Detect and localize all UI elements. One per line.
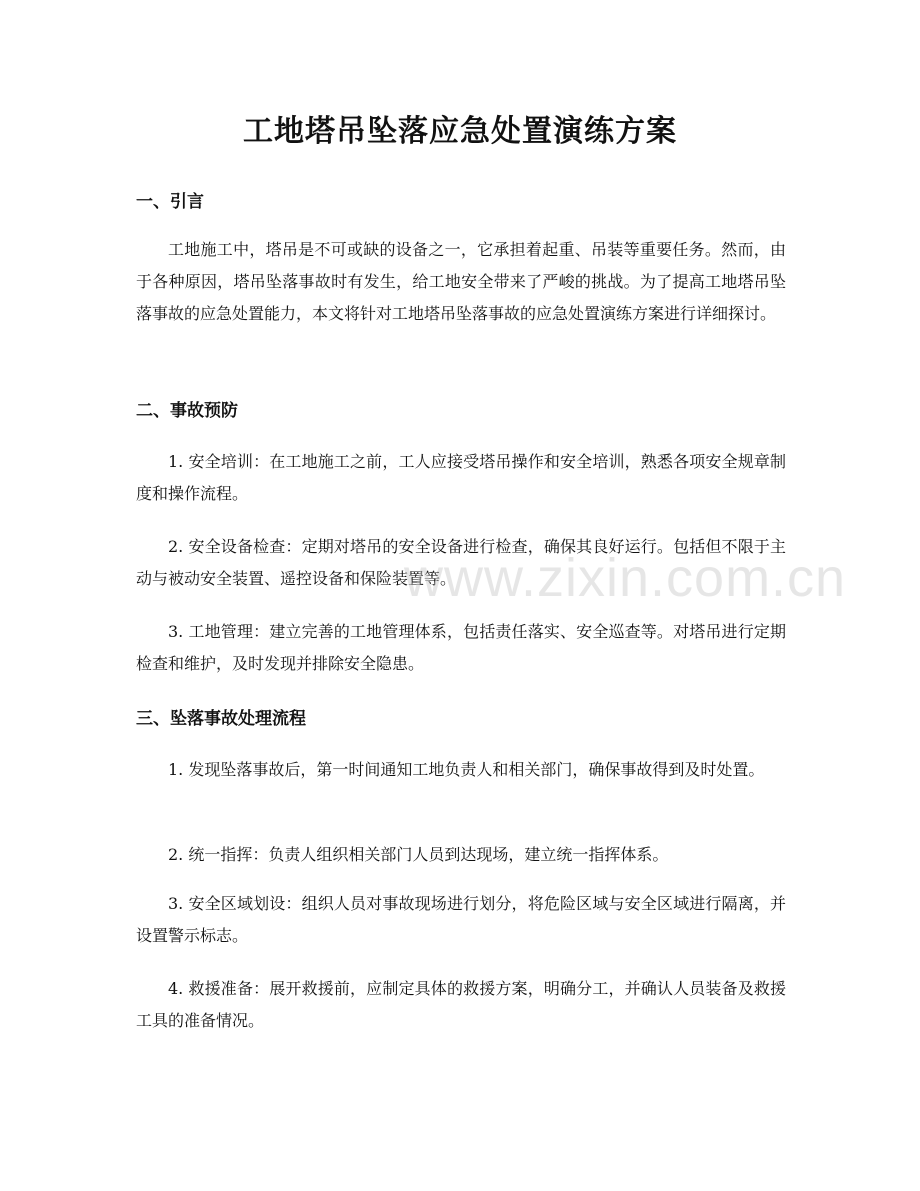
- paragraph-intro: 工地施工中，塔吊是不可或缺的设备之一，它承担着起重、吊装等重要任务。然而，由于各种原因，塔吊坠落事故时有发生，给工地安全带来了严峻的挑战。为了提高工地塔吊坠落事故的应急处置能力，本文将针对工地塔吊坠落事故的应急处置演练方案进行详细探讨。: [136, 240, 786, 323]
- paragraph-procedure-3: 3. 安全区域划设：组织人员对事故现场进行划分，将危险区域与安全区域进行隔离，并设置警示标志。: [136, 894, 786, 945]
- paragraph-procedure-4: 4. 救援准备：展开救援前，应制定具体的救援方案，明确分工，并确认人员装备及救援工具的准备情况。: [136, 979, 786, 1030]
- section-heading-procedure: 三、坠落事故处理流程: [136, 709, 306, 729]
- paragraph-prevention-1: 1. 安全培训：在工地施工之前，工人应接受塔吊操作和安全培训，熟悉各项安全规章制度和操作流程。: [136, 452, 786, 503]
- section-heading-prevention: 二、事故预防: [136, 401, 238, 421]
- paragraph-procedure-1: 1. 发现坠落事故后，第一时间通知工地负责人和相关部门，确保事故得到及时处置。: [168, 760, 765, 779]
- document-title: 工地塔吊坠落应急处置演练方案: [243, 114, 677, 149]
- paragraph-procedure-2: 2. 统一指挥：负责人组织相关部门人员到达现场，建立统一指挥体系。: [168, 845, 669, 864]
- section-heading-intro: 一、引言: [136, 192, 204, 212]
- watermark: www.zixin.com.cn: [404, 548, 847, 608]
- paragraph-prevention-3: 3. 工地管理：建立完善的工地管理体系，包括责任落实、安全巡查等。对塔吊进行定期检查和维护，及时发现并排除安全隐患。: [136, 622, 786, 673]
- paragraph-prevention-2: 2. 安全设备检查：定期对塔吊的安全设备进行检查，确保其良好运行。包括但不限于主动与被动安全装置、遥控设备和保险装置等。: [136, 537, 786, 588]
